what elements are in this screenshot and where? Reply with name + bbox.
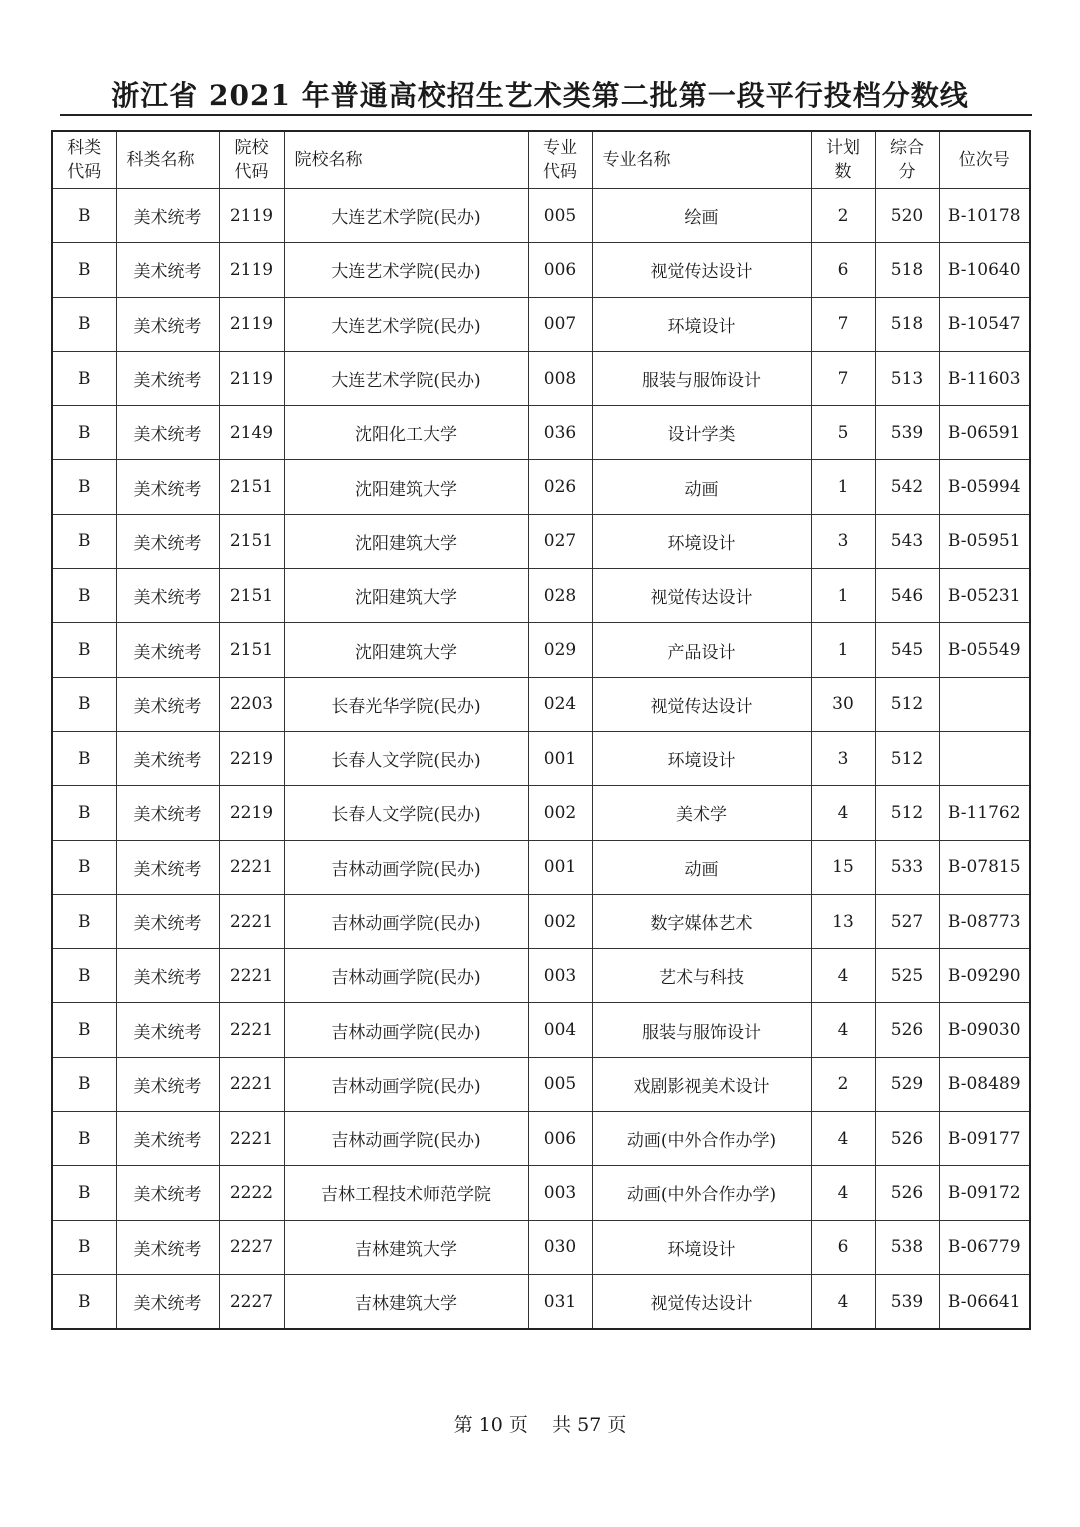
page-title: 浙江省 2021 年普通高校招生艺术类第二批第一段平行投档分数线 xyxy=(111,79,969,112)
table-row xyxy=(52,677,1030,731)
col-school-code-cell: 2119 xyxy=(219,189,284,243)
col-school-code-cell: 2221 xyxy=(219,1112,284,1166)
col-major-name-cell: 视觉传达设计 xyxy=(592,569,811,623)
col-total-score-cell: 518 xyxy=(875,297,939,351)
col-major-code-cell: 001 xyxy=(528,840,592,894)
col-total-score-cell: 526 xyxy=(875,1003,939,1057)
col-category-name-cell: 美术统考 xyxy=(116,297,219,351)
col-total-score-cell: 512 xyxy=(875,677,939,731)
col-plan-count-cell: 4 xyxy=(811,786,875,840)
header-label: 科类名称 xyxy=(126,150,195,170)
col-category-name-header xyxy=(116,131,219,189)
col-rank-cell: B-09177 xyxy=(939,1112,1030,1166)
col-category-name-cell: 美术统考 xyxy=(116,1166,219,1220)
col-school-name-cell: 沈阳化工大学 xyxy=(284,406,528,460)
col-category-code-cell: B xyxy=(52,297,116,351)
table-row xyxy=(52,460,1030,514)
col-school-code-cell: 2151 xyxy=(219,514,284,568)
col-school-code-cell: 2219 xyxy=(219,731,284,785)
col-total-score-header xyxy=(875,131,939,189)
col-total-score-cell: 512 xyxy=(875,786,939,840)
col-total-score-cell: 526 xyxy=(875,1166,939,1220)
col-category-code-cell: B xyxy=(52,1274,116,1329)
col-total-score-cell: 538 xyxy=(875,1220,939,1274)
table-row xyxy=(52,840,1030,894)
col-plan-count-cell: 5 xyxy=(811,406,875,460)
col-category-code-cell: B xyxy=(52,189,116,243)
col-total-score-cell: 529 xyxy=(875,1057,939,1111)
col-category-code-cell: B xyxy=(52,406,116,460)
col-major-code-header xyxy=(528,131,592,189)
col-major-code-cell: 028 xyxy=(528,569,592,623)
col-category-code-cell: B xyxy=(52,1057,116,1111)
col-category-code-cell: B xyxy=(52,460,116,514)
col-rank-cell: B-05994 xyxy=(939,460,1030,514)
col-major-name-cell: 环境设计 xyxy=(592,297,811,351)
col-school-code-cell: 2227 xyxy=(219,1220,284,1274)
col-category-name-cell: 美术统考 xyxy=(116,731,219,785)
col-total-score-cell: 525 xyxy=(875,949,939,1003)
col-major-name-cell: 服装与服饰设计 xyxy=(592,1003,811,1057)
col-category-name-cell: 美术统考 xyxy=(116,1274,219,1329)
col-rank-cell: B-06779 xyxy=(939,1220,1030,1274)
col-category-name-cell: 美术统考 xyxy=(116,623,219,677)
col-school-name-cell: 大连艺术学院(民办) xyxy=(284,189,528,243)
col-plan-count-cell: 3 xyxy=(811,731,875,785)
col-school-code-cell: 2119 xyxy=(219,297,284,351)
col-school-code-cell: 2151 xyxy=(219,623,284,677)
col-school-code-cell: 2119 xyxy=(219,351,284,405)
col-total-score-cell: 512 xyxy=(875,731,939,785)
col-plan-count-cell: 1 xyxy=(811,569,875,623)
col-category-name-cell: 美术统考 xyxy=(116,1057,219,1111)
col-rank-cell: B-05951 xyxy=(939,514,1030,568)
header-label: 综合 xyxy=(890,138,924,158)
table-row xyxy=(52,1274,1030,1329)
col-rank-cell: B-10547 xyxy=(939,297,1030,351)
col-major-code-cell: 027 xyxy=(528,514,592,568)
col-school-name-cell: 大连艺术学院(民办) xyxy=(284,243,528,297)
col-total-score-cell: 513 xyxy=(875,351,939,405)
col-school-name-cell: 大连艺术学院(民办) xyxy=(284,297,528,351)
col-major-name-cell: 动画(中外合作办学) xyxy=(592,1112,811,1166)
header-label: 院校 xyxy=(234,138,269,158)
col-plan-count-cell: 2 xyxy=(811,189,875,243)
col-category-code-cell: B xyxy=(52,786,116,840)
col-category-code-cell: B xyxy=(52,840,116,894)
col-plan-count-cell: 13 xyxy=(811,894,875,948)
col-major-name-cell: 环境设计 xyxy=(592,731,811,785)
col-category-code-cell: B xyxy=(52,677,116,731)
col-school-name-cell: 沈阳建筑大学 xyxy=(284,569,528,623)
table-row xyxy=(52,623,1030,677)
col-total-score-cell: 526 xyxy=(875,1112,939,1166)
col-school-code-cell: 2119 xyxy=(219,243,284,297)
col-school-name-cell: 吉林动画学院(民办) xyxy=(284,1003,528,1057)
col-category-code-cell: B xyxy=(52,1220,116,1274)
col-category-code-cell: B xyxy=(52,894,116,948)
table-row xyxy=(52,1220,1030,1274)
col-rank-cell: B-05549 xyxy=(939,623,1030,677)
col-total-score-cell: 520 xyxy=(875,189,939,243)
col-school-code-cell: 2221 xyxy=(219,949,284,1003)
col-category-name-cell: 美术统考 xyxy=(116,677,219,731)
col-total-score-cell: 542 xyxy=(875,460,939,514)
col-school-name-cell: 吉林工程技术师范学院 xyxy=(284,1166,528,1220)
col-total-score-cell: 518 xyxy=(875,243,939,297)
table-body xyxy=(52,189,1030,1330)
col-plan-count-cell: 4 xyxy=(811,1166,875,1220)
col-plan-count-cell: 6 xyxy=(811,1220,875,1274)
col-major-code-cell: 003 xyxy=(528,949,592,1003)
col-school-name-cell: 吉林动画学院(民办) xyxy=(284,840,528,894)
col-rank-cell: B-11762 xyxy=(939,786,1030,840)
col-major-code-cell: 005 xyxy=(528,1057,592,1111)
col-major-name-cell: 视觉传达设计 xyxy=(592,677,811,731)
col-school-name-cell: 长春人文学院(民办) xyxy=(284,731,528,785)
header-label: 代码 xyxy=(234,162,269,182)
col-plan-count-cell: 4 xyxy=(811,1003,875,1057)
col-category-code-cell: B xyxy=(52,351,116,405)
table-row xyxy=(52,1166,1030,1220)
col-plan-count-cell: 7 xyxy=(811,351,875,405)
col-total-score-cell: 527 xyxy=(875,894,939,948)
col-rank-cell xyxy=(939,677,1030,731)
col-major-name-cell: 视觉传达设计 xyxy=(592,243,811,297)
table-row xyxy=(52,1003,1030,1057)
col-school-name-cell: 长春人文学院(民办) xyxy=(284,786,528,840)
col-school-code-cell: 2219 xyxy=(219,786,284,840)
col-school-code-cell: 2203 xyxy=(219,677,284,731)
col-school-code-cell: 2151 xyxy=(219,460,284,514)
col-major-code-cell: 026 xyxy=(528,460,592,514)
col-total-score-cell: 539 xyxy=(875,406,939,460)
col-category-name-cell: 美术统考 xyxy=(116,840,219,894)
col-school-code-cell: 2221 xyxy=(219,1003,284,1057)
col-major-code-cell: 031 xyxy=(528,1274,592,1329)
col-school-name-cell: 吉林动画学院(民办) xyxy=(284,1112,528,1166)
col-school-name-cell: 吉林建筑大学 xyxy=(284,1274,528,1329)
col-major-code-cell: 001 xyxy=(528,731,592,785)
col-school-code-cell: 2149 xyxy=(219,406,284,460)
col-category-name-cell: 美术统考 xyxy=(116,406,219,460)
col-school-code-cell: 2227 xyxy=(219,1274,284,1329)
col-rank-cell xyxy=(939,731,1030,785)
table-row xyxy=(52,569,1030,623)
col-category-code-cell: B xyxy=(52,731,116,785)
col-rank-cell: B-07815 xyxy=(939,840,1030,894)
col-category-code-header xyxy=(52,131,116,189)
col-category-code-cell: B xyxy=(52,949,116,1003)
header-label: 代码 xyxy=(543,162,577,182)
col-category-code-cell: B xyxy=(52,1166,116,1220)
col-school-code-cell: 2221 xyxy=(219,1057,284,1111)
col-category-name-cell: 美术统考 xyxy=(116,569,219,623)
table-row xyxy=(52,406,1030,460)
table-row xyxy=(52,731,1030,785)
col-major-name-cell: 艺术与科技 xyxy=(592,949,811,1003)
col-major-code-cell: 006 xyxy=(528,1112,592,1166)
col-rank-cell: B-05231 xyxy=(939,569,1030,623)
col-major-name-header xyxy=(592,131,811,189)
col-major-code-cell: 003 xyxy=(528,1166,592,1220)
col-rank-cell: B-06641 xyxy=(939,1274,1030,1329)
table-row xyxy=(52,351,1030,405)
col-school-name-cell: 沈阳建筑大学 xyxy=(284,623,528,677)
table-row xyxy=(52,1057,1030,1111)
col-total-score-cell: 545 xyxy=(875,623,939,677)
col-major-code-cell: 007 xyxy=(528,297,592,351)
col-plan-count-cell: 6 xyxy=(811,243,875,297)
col-plan-count-cell: 3 xyxy=(811,514,875,568)
admission-score-table xyxy=(51,130,1031,1330)
col-rank-cell: B-09030 xyxy=(939,1003,1030,1057)
header-label: 分 xyxy=(898,162,916,182)
col-category-name-cell: 美术统考 xyxy=(116,894,219,948)
table-row xyxy=(52,189,1030,243)
col-rank-cell: B-08773 xyxy=(939,894,1030,948)
header-label: 专业名称 xyxy=(602,150,671,170)
col-school-code-cell: 2221 xyxy=(219,894,284,948)
col-major-code-cell: 006 xyxy=(528,243,592,297)
col-plan-count-cell: 1 xyxy=(811,623,875,677)
col-major-code-cell: 004 xyxy=(528,1003,592,1057)
col-category-code-cell: B xyxy=(52,569,116,623)
col-category-name-cell: 美术统考 xyxy=(116,351,219,405)
header-label: 科类 xyxy=(67,138,102,158)
col-major-name-cell: 数字媒体艺术 xyxy=(592,894,811,948)
col-major-name-cell: 视觉传达设计 xyxy=(592,1274,811,1329)
header-label: 院校名称 xyxy=(294,150,363,170)
col-school-code-cell: 2151 xyxy=(219,569,284,623)
col-major-code-cell: 030 xyxy=(528,1220,592,1274)
col-total-score-cell: 533 xyxy=(875,840,939,894)
col-plan-count-cell: 2 xyxy=(811,1057,875,1111)
col-category-code-cell: B xyxy=(52,243,116,297)
col-school-name-cell: 沈阳建筑大学 xyxy=(284,460,528,514)
col-category-name-cell: 美术统考 xyxy=(116,786,219,840)
col-total-score-cell: 546 xyxy=(875,569,939,623)
col-major-name-cell: 环境设计 xyxy=(592,514,811,568)
col-plan-count-cell: 4 xyxy=(811,1112,875,1166)
col-plan-count-cell: 15 xyxy=(811,840,875,894)
col-category-code-cell: B xyxy=(52,514,116,568)
col-rank-cell: B-09290 xyxy=(939,949,1030,1003)
col-school-name-cell: 吉林建筑大学 xyxy=(284,1220,528,1274)
header-row xyxy=(52,131,1030,189)
header-label: 专业 xyxy=(543,138,577,158)
col-major-name-cell: 环境设计 xyxy=(592,1220,811,1274)
col-major-code-cell: 024 xyxy=(528,677,592,731)
col-rank-header xyxy=(939,131,1030,189)
header-label: 位次号 xyxy=(958,150,1010,170)
col-plan-count-cell: 4 xyxy=(811,1274,875,1329)
table-row xyxy=(52,894,1030,948)
col-major-name-cell: 动画(中外合作办学) xyxy=(592,1166,811,1220)
col-school-code-header xyxy=(219,131,284,189)
col-category-name-cell: 美术统考 xyxy=(116,460,219,514)
col-plan-count-cell: 7 xyxy=(811,297,875,351)
col-category-name-cell: 美术统考 xyxy=(116,949,219,1003)
table-row xyxy=(52,786,1030,840)
col-plan-count-cell: 4 xyxy=(811,949,875,1003)
col-major-name-cell: 绘画 xyxy=(592,189,811,243)
table-row xyxy=(52,297,1030,351)
col-category-code-cell: B xyxy=(52,1112,116,1166)
table-row xyxy=(52,243,1030,297)
col-total-score-cell: 539 xyxy=(875,1274,939,1329)
col-category-code-cell: B xyxy=(52,623,116,677)
col-major-code-cell: 008 xyxy=(528,351,592,405)
col-school-name-cell: 大连艺术学院(民办) xyxy=(284,351,528,405)
col-category-name-cell: 美术统考 xyxy=(116,1112,219,1166)
col-rank-cell: B-06591 xyxy=(939,406,1030,460)
col-major-name-cell: 服装与服饰设计 xyxy=(592,351,811,405)
col-school-name-header xyxy=(284,131,528,189)
table-row xyxy=(52,1112,1030,1166)
col-major-name-cell: 美术学 xyxy=(592,786,811,840)
col-category-name-cell: 美术统考 xyxy=(116,1003,219,1057)
col-major-code-cell: 002 xyxy=(528,786,592,840)
col-rank-cell: B-11603 xyxy=(939,351,1030,405)
col-school-code-cell: 2221 xyxy=(219,840,284,894)
col-major-name-cell: 戏剧影视美术设计 xyxy=(592,1057,811,1111)
col-rank-cell: B-10178 xyxy=(939,189,1030,243)
table-header xyxy=(52,131,1030,189)
title-underline xyxy=(60,114,1032,116)
header-label: 数 xyxy=(834,162,852,182)
col-school-code-cell: 2222 xyxy=(219,1166,284,1220)
col-plan-count-cell: 30 xyxy=(811,677,875,731)
col-category-name-cell: 美术统考 xyxy=(116,514,219,568)
col-plan-count-header xyxy=(811,131,875,189)
col-category-name-cell: 美术统考 xyxy=(116,189,219,243)
col-rank-cell: B-09172 xyxy=(939,1166,1030,1220)
col-school-name-cell: 吉林动画学院(民办) xyxy=(284,894,528,948)
col-major-code-cell: 029 xyxy=(528,623,592,677)
col-major-name-cell: 产品设计 xyxy=(592,623,811,677)
col-major-code-cell: 005 xyxy=(528,189,592,243)
col-plan-count-cell: 1 xyxy=(811,460,875,514)
header-label: 计划 xyxy=(826,138,860,158)
col-major-code-cell: 036 xyxy=(528,406,592,460)
table-row xyxy=(52,949,1030,1003)
col-category-name-cell: 美术统考 xyxy=(116,1220,219,1274)
col-school-name-cell: 沈阳建筑大学 xyxy=(284,514,528,568)
col-major-name-cell: 动画 xyxy=(592,460,811,514)
col-rank-cell: B-10640 xyxy=(939,243,1030,297)
col-school-name-cell: 长春光华学院(民办) xyxy=(284,677,528,731)
col-major-name-cell: 动画 xyxy=(592,840,811,894)
col-school-name-cell: 吉林动画学院(民办) xyxy=(284,1057,528,1111)
col-school-name-cell: 吉林动画学院(民办) xyxy=(284,949,528,1003)
col-total-score-cell: 543 xyxy=(875,514,939,568)
col-rank-cell: B-08489 xyxy=(939,1057,1030,1111)
col-category-code-cell: B xyxy=(52,1003,116,1057)
page-footer: 第 10 页 共 57 页 xyxy=(453,1414,627,1436)
col-major-code-cell: 002 xyxy=(528,894,592,948)
col-major-name-cell: 设计学类 xyxy=(592,406,811,460)
header-label: 代码 xyxy=(67,162,102,182)
col-category-name-cell: 美术统考 xyxy=(116,243,219,297)
table-row xyxy=(52,514,1030,568)
